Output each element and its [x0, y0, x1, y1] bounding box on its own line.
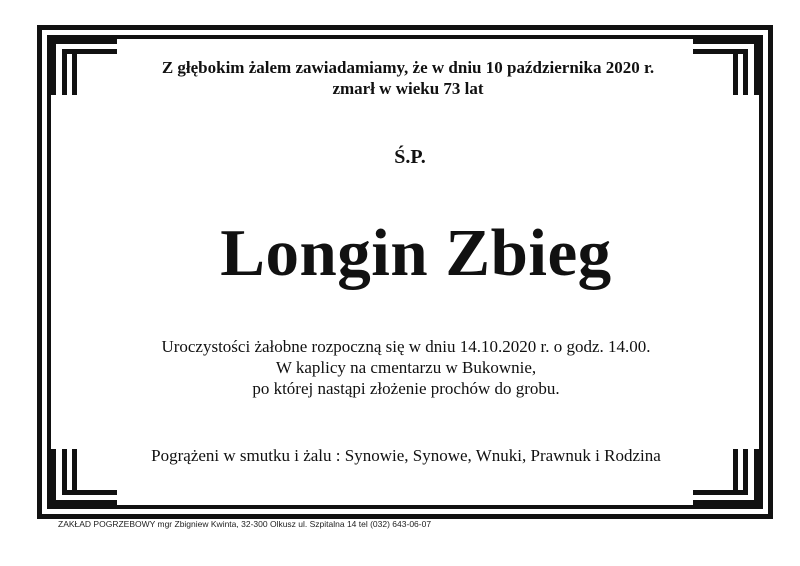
honorific: Ś.P.	[394, 146, 426, 168]
announcement-line-1: Z głębokim żalem zawiadamiamy, że w dniu 10 października 2020 r.	[161, 58, 655, 77]
mourners-line: Pogrążeni w smutku i żalu : Synowie, Synowe, Wnuki, Prawnuk i Rodzina	[151, 446, 661, 465]
ceremony-line-2: W kaplicy na cmentarzu w Bukownie,	[275, 358, 537, 377]
deceased-name: Longin Zbieg	[220, 216, 612, 290]
ceremony-line-3: po której nastąpi złożenie prochów do grobu.	[252, 379, 560, 398]
funeral-home-footer: ZAKŁAD POGRZEBOWY mgr Zbigniew Kwinta, 32-300 Olkusz ul. Szpitalna 14 tel (032) 643-06-07	[58, 519, 432, 529]
announcement-line-2: zmarł w wieku 73 lat	[332, 79, 484, 98]
ceremony-line-1: Uroczystości żałobne rozpoczną się w dniu 14.10.2020 r. o godz. 14.00.	[161, 337, 651, 356]
